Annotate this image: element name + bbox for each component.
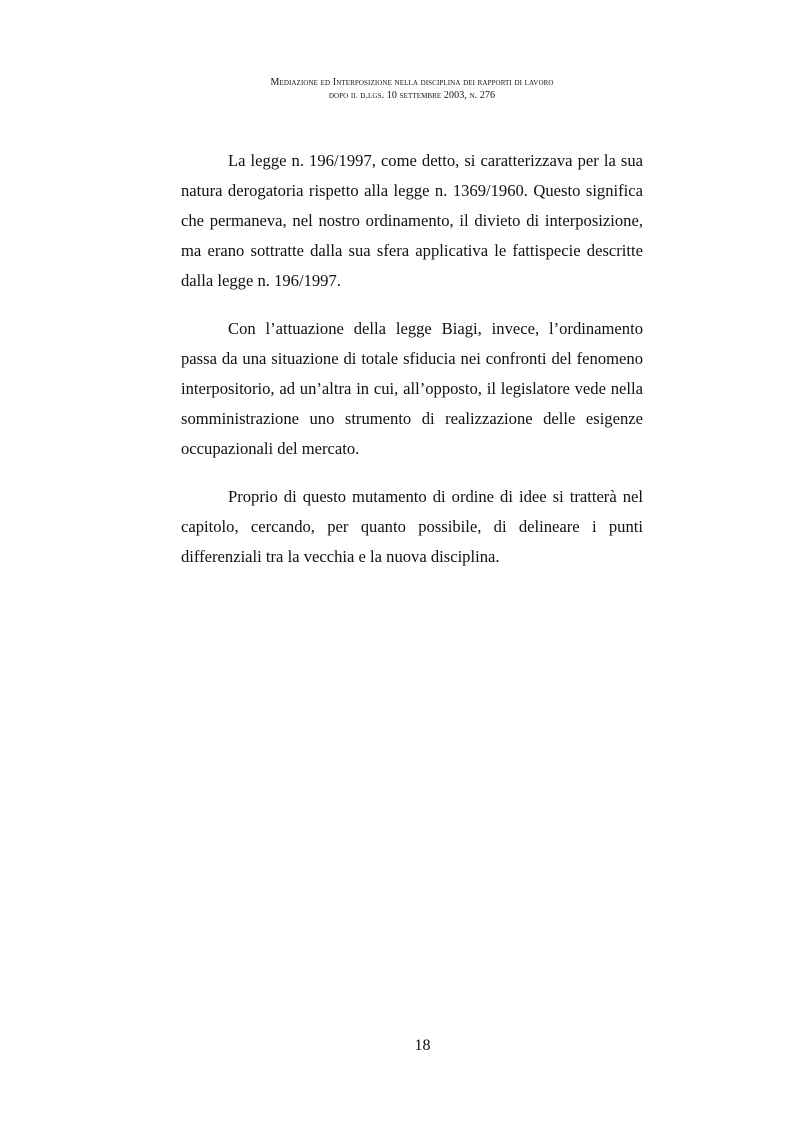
body-text [181, 146, 643, 590]
paragraph-1: La legge n. 196/1997, come detto, si caratterizzava per la sua natura derogatoria rispetto alla legge n. 1369/1960. Questo significa che permaneva, nel nostro ordinamento, il divieto di interposizione, ma erano sottratte dalla sua sfera applicativa le fattispecie descritte dalla legge n. 196/1997. [181, 151, 643, 290]
paragraph-3: Proprio di questo mutamento di ordine di idee si tratterà nel capitolo, cercando, per quanto possibile, di delineare i punti differenziali tra la vecchia e la nuova disciplina. [181, 487, 643, 566]
paragraph-2: Con l’attuazione della legge Biagi, invece, l’ordinamento passa da una situazione di totale sfiducia nei confronti del fenomeno interpositorio, ad un’altra in cui, all’opposto, il legislatore vede nella somministrazione uno strumento di realizzazione delle esigenze occupazionali del mercato. [181, 319, 643, 458]
running-header-line-2: dopo il d.lgs. 10 settembre 2003, n. 276 [328, 90, 496, 101]
page-number: 18 [414, 1037, 431, 1054]
running-header-line-1: Mediazione ed Interposizione nella disciplina dei rapporti di lavoro [270, 77, 554, 88]
running-header [180, 76, 644, 102]
